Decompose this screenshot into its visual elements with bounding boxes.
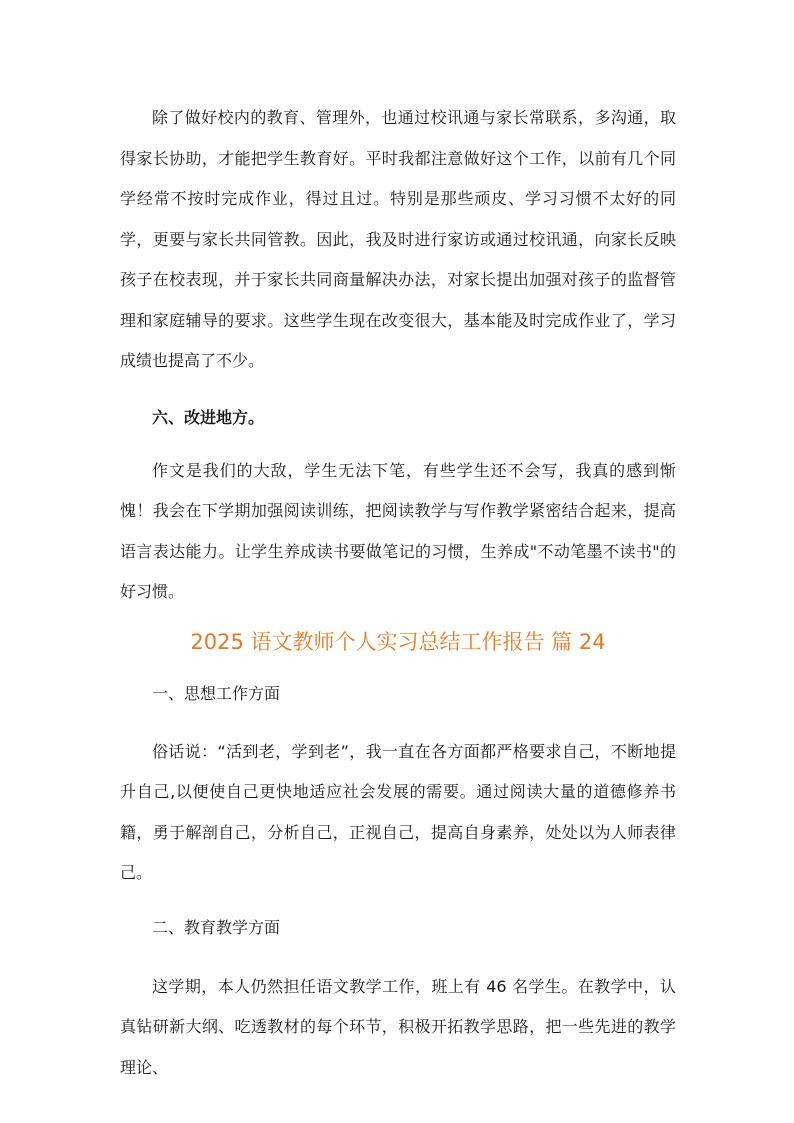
report-title: 2025 语文教师个人实习总结工作报告 篇 24 (190, 629, 606, 654)
section-heading-improvement: 六、改进地方。 (152, 407, 265, 427)
section-heading-teaching: 二、教育教学方面 (152, 917, 281, 937)
paragraph-ideology: 俗话说：“活到老，学到老”，我一直在各方面都严格要求自己，不断地提升自己,以便使自己更快地适应社会发展的需要。通过阅读大量的道德修养书籍，勇于解剖自己，分析自己，正视自己，提高自身素养，处处以为人师表律己。 (120, 741, 676, 882)
paragraph-parent-communication: 除了做好校内的教育、管理外，也通过校讯通与家长常联系，多沟通，取得家长协助，才能把学生教育好。平时我都注意做好这个工作，以前有几个同学经常不按时完成作业，得过且过。特别是那些顽皮、学习习惯不太好的同学，更要与家长共同管教。因此，我及时进行家访或通过校讯通，向家长反映孩子在校表现，并于家长共同商量解决办法，对家长提出加强对孩子的监督管理和家庭辅导的要求。这些学生现在改变很大，基本能及时完成作业了，学习成绩也提高了不少。 (120, 108, 676, 370)
section-heading-ideology: 一、思想工作方面 (152, 683, 281, 703)
document-page (120, 98, 676, 1088)
paragraph-writing-improvement: 作文是我们的大敌，学生无法下笔，有些学生还不会写，我真的感到惭愧！我会在下学期加强阅读训练，把阅读教学与写作教学紧密结合起来，提高语言表达能力。让学生养成读书要做笔记的习惯，生养成"不动笔墨不读书"的好习惯。 (120, 460, 676, 601)
paragraph-teaching: 这学期，本人仍然担任语文教学工作，班上有 46 名学生。在教学中，认真钻研新大纲、吃透教材的每个环节，积极开拓教学思路，把一些先进的教学理论、 (120, 976, 676, 1077)
